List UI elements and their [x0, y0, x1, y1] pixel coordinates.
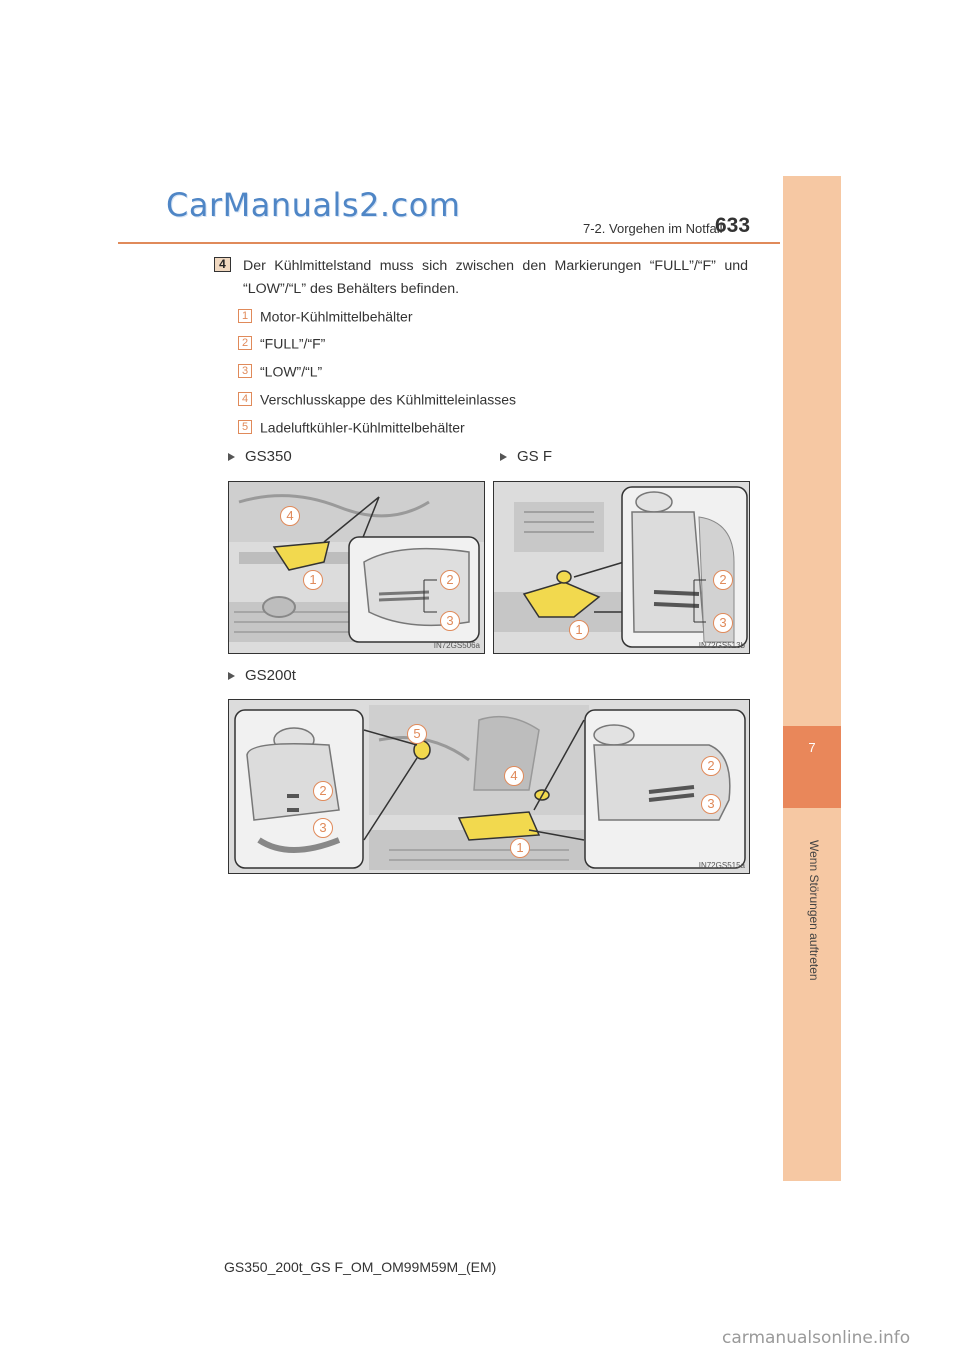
callout-1: 1: [510, 838, 530, 858]
callout-2: 2: [440, 570, 460, 590]
callout-1: 1: [303, 570, 323, 590]
chapter-title: Wenn Störungen auftreten: [807, 840, 821, 981]
legend-label: Motor-Kühlmittelbehälter: [260, 308, 413, 325]
callout-4: 4: [504, 766, 524, 786]
step-instruction: Der Kühlmittelstand muss sich zwischen den Markierungen “FULL”/“F” und “LOW”/“L” des Behälters befinden.: [243, 258, 748, 297]
figure-gsf-engine: [493, 481, 750, 654]
chapter-tab[interactable]: 7: [783, 726, 841, 808]
legend-label: “FULL”/“F”: [260, 335, 326, 352]
legend-label: Ladeluftkühler-Kühlmittelbehälter: [260, 419, 465, 436]
callout-3: 3: [713, 613, 733, 633]
header-divider: [118, 242, 780, 244]
callout-3: 3: [313, 818, 333, 838]
page-number: 633: [715, 214, 751, 237]
legend-item: [238, 390, 516, 410]
section-title: 7-2. Vorgehen im Notfall: [583, 221, 723, 236]
footer-model-code: GS350_200t_GS F_OM_OM99M59M_(EM): [224, 1259, 497, 1275]
figure-code: IN72GS506a: [433, 641, 480, 650]
step-number-badge: 4: [214, 257, 231, 272]
legend-number: 3: [238, 364, 252, 378]
variant-label-gs200t: GS200t: [228, 667, 296, 684]
callout-1: 1: [569, 620, 589, 640]
bottom-watermark: carmanualsonline.info: [722, 1328, 911, 1348]
legend-number: 5: [238, 420, 252, 434]
bullet-triangle-icon: [228, 672, 235, 680]
callout-2: 2: [313, 781, 333, 801]
callout-2: 2: [701, 756, 721, 776]
legend-item: [238, 307, 413, 327]
callout-4: 4: [280, 506, 300, 526]
figure-gs350-engine: [228, 481, 485, 654]
legend-item: [238, 418, 465, 438]
legend-label: Verschlusskappe des Kühlmitteleinlasses: [260, 391, 517, 408]
variant-label-gsf: GS F: [500, 448, 552, 465]
watermark-logo: CarManuals2.com: [166, 186, 461, 224]
callout-3: 3: [440, 611, 460, 631]
legend-number: 4: [238, 392, 252, 406]
legend-number: 1: [238, 309, 252, 323]
legend-label: “LOW”/“L”: [260, 363, 323, 380]
callout-5: 5: [407, 724, 427, 744]
legend-item: [238, 334, 325, 354]
side-band: [783, 176, 841, 1181]
variant-label-gs350: GS350: [228, 448, 292, 465]
bullet-triangle-icon: [500, 453, 507, 461]
callout-3: 3: [701, 794, 721, 814]
callout-2: 2: [713, 570, 733, 590]
figure-code: IN72GS515a: [698, 861, 745, 870]
figure-gs200t-engine: [228, 699, 750, 874]
legend-number: 2: [238, 336, 252, 350]
legend-item: [238, 362, 322, 382]
bullet-triangle-icon: [228, 453, 235, 461]
figure-code: IN72GS513b: [698, 641, 745, 650]
